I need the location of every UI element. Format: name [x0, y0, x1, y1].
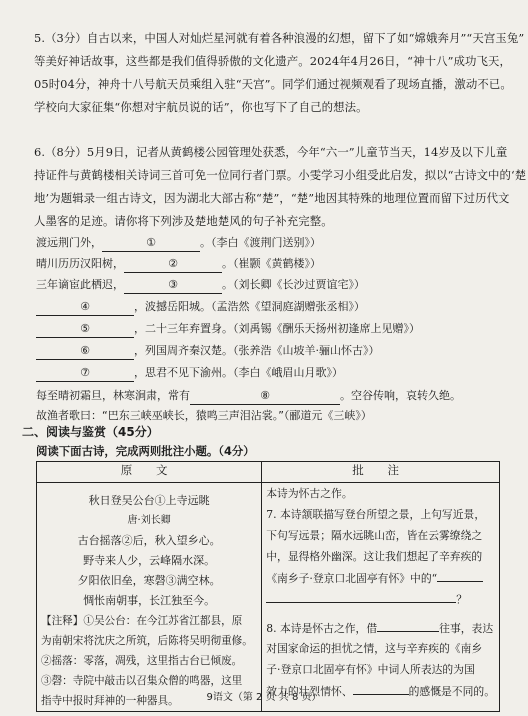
q6-line: 6.（8分）5月9日，记者从黄鹤楼公园管理处获悉，今年“六一”儿童节当天，14岁及以下儿童: [34, 145, 508, 159]
note-line: ②摇落：零落，凋残，这里指古台已倾废。: [41, 655, 243, 667]
comment-line: 对国家命运的担忧之情，这与辛弃疾的《南乡: [266, 642, 483, 655]
fill-line-1: 渡远荆门外， ① 。（李白《渡荆门送别》）: [36, 232, 321, 253]
annotation-table: [36, 461, 500, 712]
answer-blank-q8a[interactable]: [377, 617, 439, 632]
comment-line: 子·登京口北固亭有怀》中词人所表达的为国: [266, 663, 475, 676]
answer-blank-4[interactable]: ④: [36, 299, 134, 316]
poem-author: 唐·刘长卿: [127, 515, 171, 526]
comments: [262, 483, 499, 701]
comment-line-with-blank: 8. 本诗是怀古之作，借 往事，表达: [266, 617, 495, 638]
fill-line-7: ⑦ ，思君不见下渝州。（李白《峨眉山月歌》）: [36, 362, 343, 383]
q6-line: 地’为题辑录一组古诗文，因为湖北大部古称“楚”，“楚”地因其特殊的地理位置而留下过历代文: [34, 191, 510, 205]
q5-line: 学校向大家征集“你想对宇航员说的话”，你也写下了自己的想法。: [34, 100, 368, 114]
q5-line: 等美好神话故事，这些都是我们值得骄傲的文化遗产。2024年4月26日，“神十八”成功飞天，: [34, 54, 511, 68]
comment-line: 下句写远景；隔水远眺山峦，皆在云雾缭绕之: [266, 529, 483, 542]
answer-blank-7[interactable]: ⑦: [36, 365, 134, 382]
page-footer: 9语文（第 2 页 共 8 页）: [206, 692, 322, 703]
poem-line: 古台摇落②后，秋入望乡心。: [77, 534, 221, 547]
q6-line: 持证件与黄鹤楼相关诗词三首可免一位同行者门票。小雯学习小组受此启发，拟以“古诗文中的‘楚: [34, 168, 527, 182]
answer-blank-q7[interactable]: [437, 567, 483, 582]
poem-line: 野寺来人少，云峰隔水深。: [83, 554, 216, 567]
note-line: 为南朝宋将沈庆之所筑，后陈将吴明彻重修。: [41, 635, 253, 647]
comment-line-with-blank: ？: [266, 588, 495, 609]
answer-blank-6[interactable]: ⑥: [36, 343, 134, 360]
comment-line: 中，显得格外幽深。这让我们想起了辛弃疾的: [266, 550, 483, 563]
fill-line-3: 三年谪宦此栖迟， ③ 。（刘长卿《长沙过贾谊宅》）: [36, 274, 365, 295]
section-heading: 二、阅读与鉴赏（45分）: [22, 425, 159, 439]
poem-title: 秋日登吴公台①上寺远眺: [88, 494, 210, 507]
note-line: ③磬：寺院中敲击以召集众僧的鸣器，这里: [41, 675, 243, 687]
section-instruction: 阅读下面古诗，完成两则批注小题。（4分）: [36, 444, 255, 458]
note-line: 【注释】①吴公台：在今江苏省江都县，原: [41, 615, 243, 627]
question-5: [34, 27, 525, 119]
poem-line: 惆怅南朝事，长江独至今。: [83, 594, 216, 607]
fill-line-4: ④ ，波撼岳阳城。（孟浩然《望洞庭湖赠张丞相》）: [36, 296, 365, 317]
answer-blank-2[interactable]: ②: [124, 256, 222, 273]
fill-line-2: 晴川历历汉阳树， ② 。（崔颢《黄鹤楼》）: [36, 253, 321, 274]
answer-blank-8[interactable]: ⑧: [190, 388, 340, 405]
comment-line-with-blank: 效力的壮烈情怀、 的感慨是不同的。: [266, 680, 495, 701]
question-6: [34, 141, 527, 233]
fill-line-9: 故渔者歌曰：“巴东三峡巫峡长，猿鸣三声泪沾裳。”（郦道元《三峡》）: [36, 409, 372, 422]
answer-blank-3[interactable]: ③: [124, 277, 222, 294]
comment-line: 7. 本诗颔联描写登台所望之景，上句写近景，: [266, 508, 486, 521]
note-line: 指寺中报时拜神的一种器具。: [41, 695, 179, 707]
q6-line: 人墨客的足迹。请你将下列涉及楚地楚风的句子补充完整。: [34, 214, 333, 228]
comment-line: 本诗为怀古之作。: [266, 487, 353, 500]
q5-line: 05时04分，神舟十八号航天员乘组入驻“天宫”。同学们通过视频观看了现场直播，激动不已。: [34, 77, 512, 91]
fill-line-8: 每至晴初霜旦，林寒涧肃，常有 ⑧ 。空谷传响，哀转久绝。: [36, 385, 461, 406]
comment-cell: [262, 483, 500, 712]
poem-line: 夕阳依旧垒，寒磬③满空林。: [77, 574, 221, 587]
original-text-cell: [37, 483, 262, 712]
fill-line-6: ⑥ ，列国周齐秦汉楚。（张养浩《山坡羊·骊山怀古》）: [36, 340, 380, 361]
comment-line-with-blank: 《南乡子·登京口北固亭有怀》中的“: [266, 567, 495, 588]
table-header-comment: 批 注: [262, 462, 500, 483]
answer-blank-5[interactable]: ⑤: [36, 321, 134, 338]
poem: [37, 491, 261, 611]
table-header-original: 原 文: [37, 462, 262, 483]
answer-blank-q7b[interactable]: [266, 588, 456, 603]
q5-line: 5.（3分）自古以来，中国人对灿烂星河就有着各种浪漫的幻想，留下了如“嫦娥奔月”“天宫玉兔”: [34, 31, 525, 45]
fill-line-5: ⑤ ，二十三年弃置身。（刘禹锡《酬乐天扬州初逢席上见赠》）: [36, 318, 420, 339]
answer-blank-1[interactable]: ①: [102, 235, 200, 252]
